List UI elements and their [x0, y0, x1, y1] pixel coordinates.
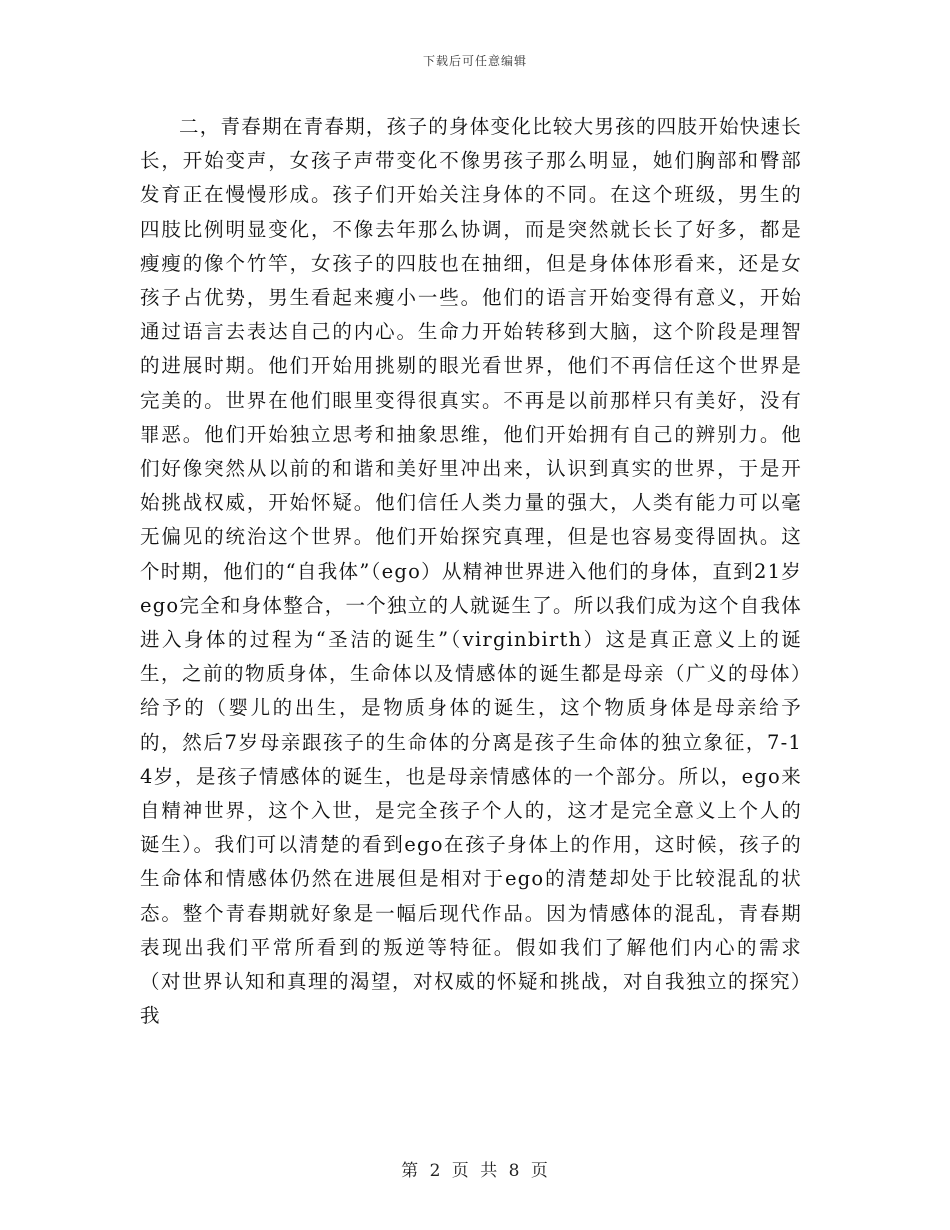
body-paragraph: 二，青春期在青春期，孩子的身体变化比较大男孩的四肢开始快速长长，开始变声，女孩子声带变化不像男孩子那么明显，她们胸部和臀部发育正在慢慢形成。孩子们开始关注身体的不同。在这个班级，男生的四肢比例明显变化，不像去年那么协调，而是突然就长长了好多，都是瘦瘦的像个竹竿，女孩子的四肢也在抽细，但是身体体形看来，还是女孩子占优势，男生看起来瘦小一些。他们的语言开始变得有意义，开始通过语言去表达自己的内心。生命力开始转移到大脑，这个阶段是理智的进展时期。他们开始用挑剔的眼光看世界，他们不再信任这个世界是完美的。世界在他们眼里变得很真实。不再是以前那样只有美好，没有罪恶。他们开始独立思考和抽象思维，他们开始拥有自己的辨别力。他们好像突然从以前的和谐和美好里冲出来，认识到真实的世界，于是开始挑战权威，开始怀疑。他们信任人类力量的强大，人类有能力可以毫无偏见的统治这个世界。他们开始探究真理，但是也容易变得固执。这个时期，他们的“自我体”（ego）从精神世界进入他们的身体，直到21岁ego完全和身体整合，一个独立的人就诞生了。所以我们成为这个自我体进入身体的过程为“圣洁的诞生”（virginbirth）这是真正意义上的诞生，之前的物质身体，生命体以及情感体的诞生都是母亲（广义的母体）给予的（婴儿的出生，是物质身体的诞生，这个物质身体是母亲给予的，然后7岁母亲跟孩子的生命体的分离是孩子生命体的独立象征，7-14岁，是孩子情感体的诞生，也是母亲情感体的一个部分。所以，ego来自精神世界，这个入世，是完全孩子个人的，这才是完全意义上个人的诞生）。我们可以清楚的看到ego在孩子身体上的作用，这时候，孩子的生命体和情感体仍然在进展但是相对于ego的清楚却处于比较混乱的状态。整个青春期就好象是一幅后现代作品。因为情感体的混乱，青春期表现出我们平常所看到的叛逆等特征。假如我们了解他们内心的需求（对世界认知和真理的渴望，对权威的怀疑和挑战，对自我独立的探究）我 — [140, 115, 802, 1028]
page-header: 下载后可任意编辑 — [422, 54, 527, 68]
page-number: 第 2 页 共 8 页 — [401, 1161, 549, 1181]
